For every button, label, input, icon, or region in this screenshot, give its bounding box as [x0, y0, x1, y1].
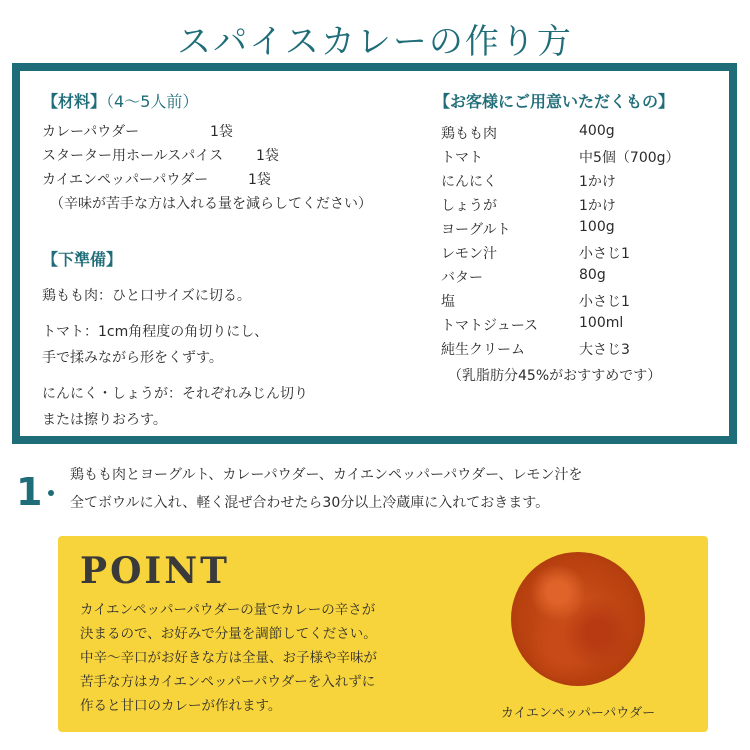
prep-line: トマト：1cm角程度の角切りにし、: [42, 324, 269, 340]
materials-heading-label: 【材料】: [42, 92, 107, 111]
prep-line: にんにく・しょうが：それぞれみじん切り: [42, 386, 308, 402]
customer-note: （乳脂肪分45%がおすすめです）: [448, 368, 662, 384]
point-box: [58, 536, 708, 732]
ingredient-row: [441, 195, 741, 219]
material-name: カイエンペッパーパウダー: [42, 172, 209, 188]
step-text-line: 鶏もも肉とヨーグルト、カレーパウダー、カイエンペッパーパウダー、レモン汁を: [70, 467, 583, 483]
ingredient-qty: 中5個（700g）: [579, 150, 680, 166]
materials-servings: （4～5人前）: [106, 92, 199, 111]
point-text-line: 苦手な方はカイエンペッパーパウダーを入れずに: [80, 674, 376, 690]
ingredient-qty: 小さじ1: [579, 294, 630, 310]
ingredient-qty: 大さじ3: [579, 342, 630, 358]
ingredient-name: 塩: [441, 294, 455, 310]
customer-heading: 【お客様にご用意いただくもの】: [434, 92, 675, 111]
step-number-dot: [48, 490, 54, 496]
ingredient-qty: 100ml: [579, 315, 624, 331]
ingredient-row: [441, 291, 741, 315]
step-number: 1: [16, 470, 43, 514]
prep-line: または擦りおろす。: [42, 412, 167, 428]
step-text-line: 全てボウルに入れ、軽く混ぜ合わせたら30分以上冷蔵庫に入れておきます。: [70, 495, 550, 511]
point-title: POINT: [80, 550, 230, 592]
point-text-line: 決まるので、お好みで分量を調節してください。: [80, 626, 377, 642]
ingredient-name: レモン汁: [441, 246, 497, 262]
ingredient-row: [441, 267, 741, 291]
ingredient-name: バター: [441, 270, 483, 286]
ingredient-qty: 1かけ: [579, 174, 616, 190]
point-text-line: 中辛～辛口がお好きな方は全量、お子様や辛味が: [80, 650, 377, 666]
point-text-line: カイエンペッパーパウダーの量でカレーの辛さが: [80, 602, 376, 618]
ingredient-name: 鶏もも肉: [441, 126, 497, 142]
ingredient-row: [441, 315, 741, 339]
material-name: カレーパウダー: [42, 124, 140, 140]
ingredient-name: トマトジュース: [441, 318, 539, 334]
material-item: [42, 145, 279, 165]
materials-heading: [42, 89, 198, 112]
prep-line: 鶏もも肉：ひと口サイズに切る。: [42, 288, 251, 304]
ingredient-row: [441, 243, 741, 267]
prep-heading: 【下準備】: [42, 250, 123, 269]
material-qty: 1袋: [256, 148, 279, 164]
ingredient-qty: 小さじ1: [579, 246, 630, 262]
ingredient-row: [441, 147, 741, 171]
ingredient-name: 純生クリーム: [441, 342, 525, 358]
ingredient-row: [441, 219, 741, 243]
ingredient-row: [441, 171, 741, 195]
point-text-line: 作ると甘口のカレーが作れます。: [80, 698, 282, 714]
ingredient-qty: 400g: [579, 123, 615, 139]
prep-line: 手で揉みながら形をくずす。: [42, 350, 223, 366]
material-name: スターター用ホールスパイス: [42, 148, 224, 164]
ingredient-qty: 80g: [579, 267, 606, 283]
material-qty: 1袋: [248, 172, 271, 188]
ingredient-name: しょうが: [441, 198, 497, 214]
ingredient-name: ヨーグルト: [441, 222, 511, 238]
material-item: [42, 169, 271, 189]
ingredient-name: にんにく: [441, 174, 497, 190]
materials-note: （辛味が苦手な方は入れる量を減らしてください）: [50, 196, 372, 212]
ingredient-row: [441, 123, 741, 147]
ingredient-name: トマト: [441, 150, 483, 166]
image-caption: カイエンペッパーパウダー: [500, 706, 656, 721]
ingredient-qty: 100g: [579, 219, 615, 235]
cayenne-powder-image: [511, 552, 645, 686]
material-item: [42, 121, 233, 141]
page-title: スパイスカレーの作り方: [177, 22, 573, 62]
material-qty: 1袋: [210, 124, 233, 140]
ingredient-qty: 1かけ: [579, 198, 616, 214]
ingredient-row: [441, 339, 741, 363]
recipe-box: [12, 63, 737, 444]
